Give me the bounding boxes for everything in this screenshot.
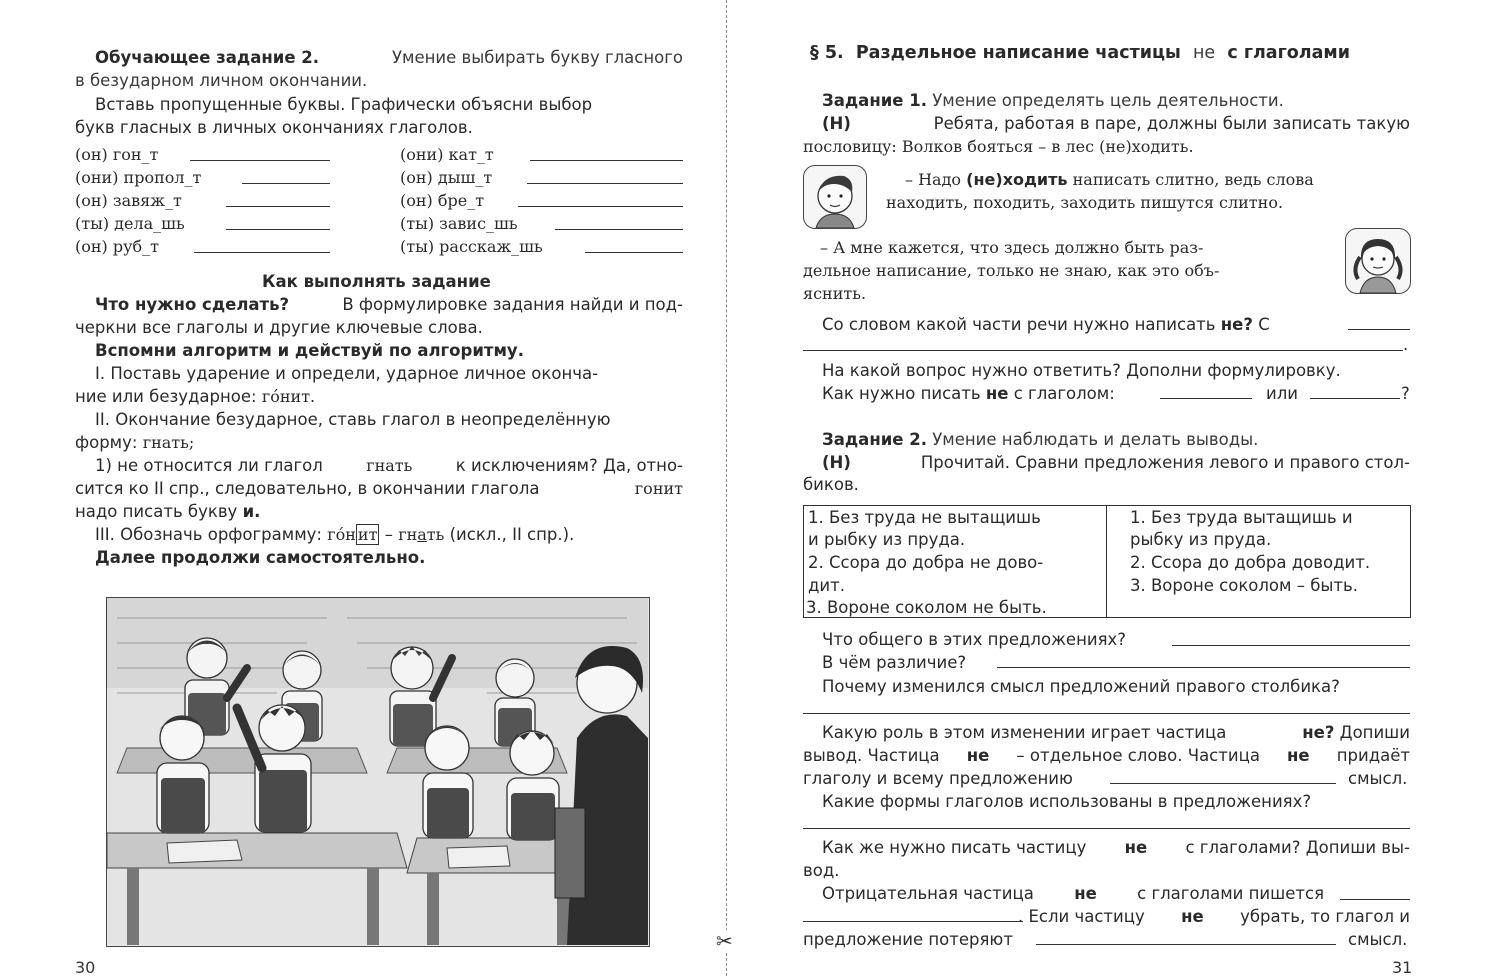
exercise-word: (ты) дела_шь — [75, 214, 185, 233]
conclusion-line-1: Отрицательная частица не с глаголами пишется — [822, 884, 1324, 903]
table-cell-left: и рыбку из пруда. — [808, 530, 966, 549]
scissors-icon: ✂ — [716, 929, 733, 953]
answer-blank[interactable] — [585, 252, 683, 253]
classroom-drawing — [107, 598, 648, 945]
exercise-word: (он) гон_т — [75, 145, 159, 164]
question-verb-forms: Какие формы глаголов использованы в предложениях? — [822, 792, 1312, 811]
table-cell-right: 1. Без труда вытащишь и — [1130, 508, 1353, 527]
answer-blank[interactable] — [1172, 645, 1410, 646]
question-part-of-speech: Со словом какой части речи нужно написать не? С — [822, 315, 1270, 334]
question-role-line-1: Какую роль в этом изменении играет частица не? Допиши — [822, 723, 1410, 742]
table-cell-right: 3. Вороне соколом – быть. — [1130, 576, 1358, 595]
step-1-line-2: ние или безударное: гóнит. — [75, 387, 316, 406]
task1-heading: Задание 1. Умение определять цель деятельности. — [822, 91, 1284, 110]
table-cell-left: 2. Ссора до добра не дово- — [808, 553, 1044, 572]
classroom-illustration — [106, 597, 650, 947]
conclusion-line-3: предложение потеряют — [803, 930, 1013, 949]
boy-icon — [804, 166, 866, 228]
answer-blank[interactable] — [555, 229, 683, 230]
table-cell-left: дит. — [808, 576, 845, 595]
answer-blank[interactable] — [194, 252, 330, 253]
instruction-line-1: Вставь пропущенные буквы. Графически объясни выбор — [95, 95, 593, 114]
exercise-word: (ты) расскаж_шь — [400, 237, 543, 256]
answer-blank[interactable] — [1340, 899, 1410, 900]
table-cell-left: 1. Без труда не вытащишь — [808, 508, 1041, 527]
task2-heading-cont: в безударном личном окончании. — [75, 71, 368, 90]
step-1-line-1: I. Поставь ударение и определи, ударное личное оконча- — [95, 364, 599, 383]
step-3: III. Обозначь орфограмму: гóн ит – гнать (искл., II спр.). — [95, 525, 575, 544]
answer-blank[interactable] — [518, 206, 683, 207]
answer-blank[interactable] — [1110, 783, 1336, 784]
question-common: Что общего в этих предложениях? — [822, 630, 1127, 649]
how-to-title: Как выполнять задание — [262, 272, 491, 291]
substep-1-line-3: надо писать букву и. — [75, 502, 261, 521]
answer-blank-full[interactable] — [803, 713, 1410, 714]
left-page — [0, 0, 745, 976]
algorithm-title: Вспомни алгоритм и действуй по алгоритму. — [95, 341, 524, 360]
page-number: 31 — [1392, 958, 1413, 977]
page-number: 30 — [75, 958, 96, 977]
instruction-line-2: букв гласных в личных окончаниях глаголов. — [75, 118, 473, 137]
table-cell-right: рыбку из пруда. — [1130, 530, 1272, 549]
answer-blank[interactable] — [226, 206, 330, 207]
what-to-do-line-2: черкни все глаголы и другие ключевые слова. — [75, 318, 483, 337]
answer-blank[interactable] — [803, 921, 1023, 922]
girl-portrait — [1345, 228, 1411, 294]
boy-speech-line-2: находить, походить, заходить пишутся слитно. — [886, 193, 1284, 212]
task2-right-text-line-2: биков. — [803, 475, 859, 494]
question-meaning-change: Почему изменился смысл предложений правого столбика? — [822, 677, 1340, 696]
question-conclusion-line-2: вод. — [803, 861, 840, 880]
exercise-word: (он) бре_т — [400, 191, 485, 210]
task1-proverb: пословицу: Волков бояться – в лес (не)ходить. — [803, 137, 1194, 156]
step-2-line-2: форму: гнать; — [75, 433, 195, 452]
continue-text: Далее продолжи самостоятельно. — [95, 548, 426, 567]
what-to-do-line-1: Что нужно сделать? В формулировке задания найди и под- — [95, 295, 683, 314]
answer-blank[interactable] — [1160, 398, 1252, 399]
question-how-to-write: Как нужно писать не с глаголом: — [822, 384, 1115, 403]
question-mark: ? — [1401, 384, 1410, 403]
proverb-table — [803, 505, 1411, 618]
answer-blank[interactable] — [242, 183, 330, 184]
task2-right-heading: Задание 2. Умение наблюдать и делать выводы. — [822, 430, 1259, 449]
table-divider — [1106, 506, 1107, 617]
question-role-line-2: вывод. Частица не – отдельное слово. Частица не придаёт — [803, 746, 1410, 765]
step-2-line-1: II. Окончание безударное, ставь глагол в неопределённую — [95, 410, 611, 429]
task1-text-line-1: (Н) Ребята, работая в паре, должны были записать такую — [822, 114, 1410, 133]
answer-blank-full[interactable] — [803, 350, 1403, 351]
task2-heading: Обучающее задание 2. Умение выбирать букву гласного — [95, 48, 683, 67]
task2-right-text-line-1: (Н) Прочитай. Сравни предложения левого и правого стол- — [822, 453, 1410, 472]
question-conclusion-line-1: Как же нужно писать частицу не с глаголами? Допиши вы- — [822, 838, 1410, 857]
girl-speech-line-1: – А мне кажется, что здесь должно быть раз- — [820, 238, 1204, 257]
table-cell-left: 3. Вороне соколом не быть. — [806, 598, 1047, 617]
exercise-word: (они) кат_т — [400, 145, 494, 164]
answer-blank-full[interactable] — [803, 828, 1410, 829]
answer-blank[interactable] — [997, 667, 1410, 668]
answer-blank[interactable] — [1310, 398, 1400, 399]
question-difference: В чём различие? — [822, 653, 967, 672]
boy-speech-line-1: – Надо (не)ходить написать слитно, ведь слова — [905, 170, 1314, 189]
boy-portrait — [803, 165, 867, 229]
table-cell-right: 2. Ссора до добра доводит. — [1130, 553, 1371, 572]
answer-blank[interactable] — [1348, 329, 1410, 330]
answer-blank[interactable] — [527, 183, 683, 184]
answer-blank[interactable] — [190, 160, 330, 161]
answer-blank[interactable] — [1036, 944, 1336, 945]
exercise-word: (он) завяж_т — [75, 191, 182, 210]
question-which-question: На какой вопрос нужно ответить? Дополни формулировку. — [822, 361, 1341, 380]
answer-blank[interactable] — [530, 160, 683, 161]
girl-speech-line-2: дельное написание, только не знаю, как это объ- — [803, 261, 1220, 280]
substep-1-line-2: сится ко II спр., следовательно, в окончании глагола гонит — [75, 479, 683, 498]
section-title: § 5. Раздельное написание частицы не с глаголами — [810, 43, 1350, 63]
exercise-word: (он) руб_т — [75, 237, 160, 256]
exercise-word: (он) дыш_т — [400, 168, 493, 187]
or-word: или — [1266, 384, 1298, 403]
conclusion-line-2: . Если частицу не убрать, то глагол и — [1018, 907, 1410, 926]
period: . — [1403, 335, 1409, 354]
meaning-word-2: смысл. — [1348, 930, 1408, 949]
answer-blank[interactable] — [226, 229, 330, 230]
exercise-word: (они) пропол_т — [75, 168, 202, 187]
girl-icon — [1346, 229, 1410, 293]
exercise-word: (ты) завис_шь — [400, 214, 518, 233]
substep-1-line-1: 1) не относится ли глагол гнать к исключениям? Да, отно- — [95, 456, 683, 475]
orthogram-box: ит — [357, 525, 378, 544]
question-role-line-3: глаголу и всему предложению — [803, 769, 1073, 788]
page-spine — [726, 0, 727, 976]
girl-speech-line-3: яснить. — [803, 284, 867, 303]
meaning-word: смысл. — [1348, 769, 1408, 788]
